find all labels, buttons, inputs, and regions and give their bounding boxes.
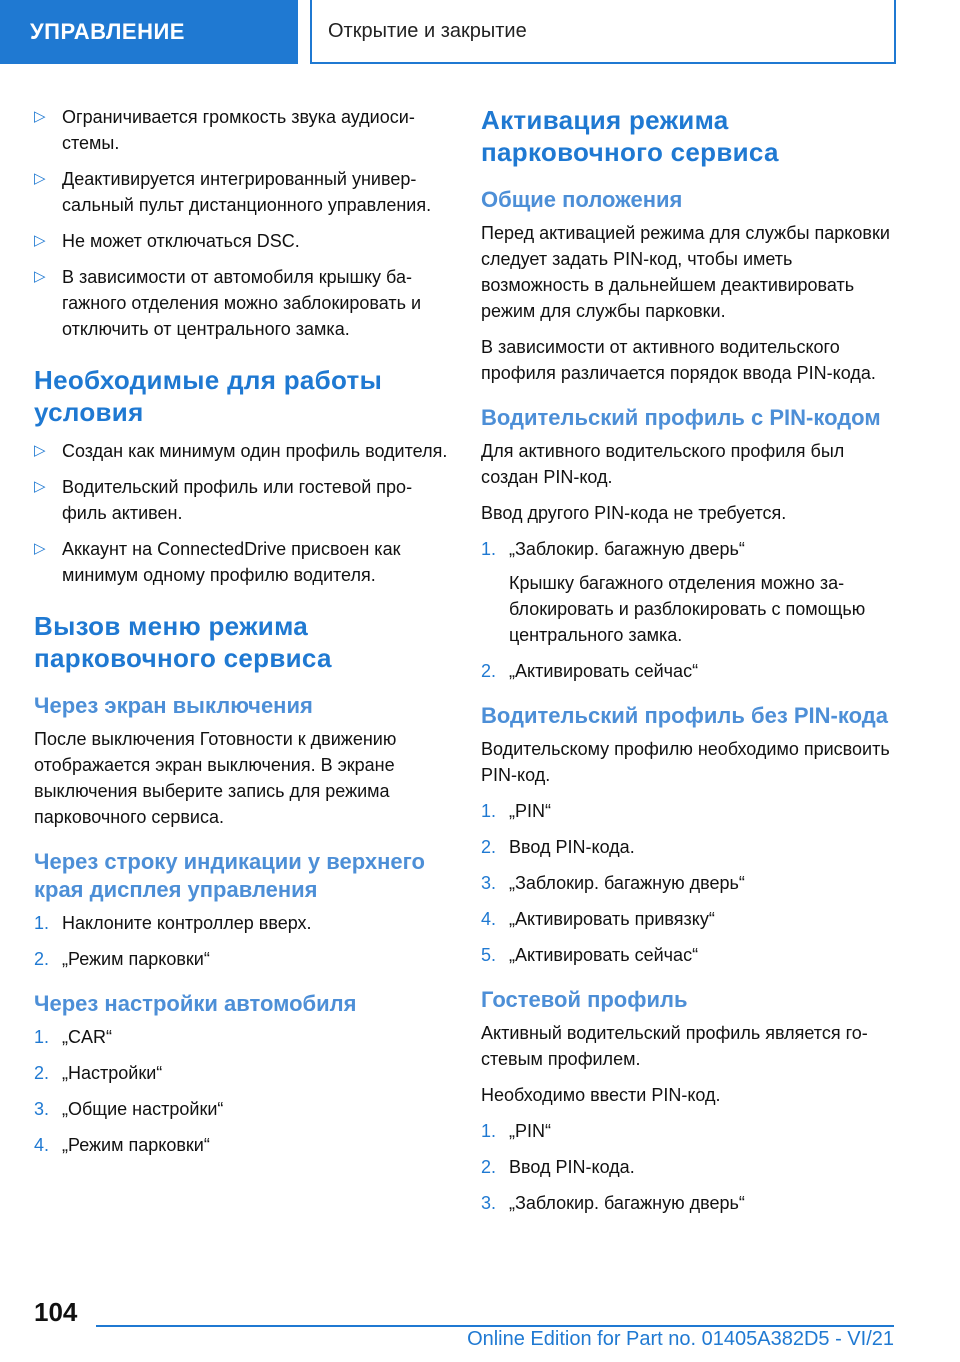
shutdown-screen-text: После выключения Готовности к движению отображается экран выключения. В экране выключения выберите запись для режима парковочного сервиса.: [34, 729, 397, 827]
edition-note: Online Edition for Part no. 01405A382D5 - VI/21: [467, 1328, 894, 1350]
vehicle-settings-heading: Через настройки автомобиля: [34, 991, 357, 1016]
step-number: 2.: [481, 837, 497, 857]
right-column: [481, 104, 901, 1226]
profile-with-pin-steps: [481, 536, 901, 684]
profile-with-pin-heading: Водительский профиль с PIN-кодом: [481, 405, 881, 430]
requirements-list: [34, 438, 450, 588]
step-item: 1. „Заблокир. багажную дверь“ Крышку багажного отделения можно заблокировать и разблокировать с помощью центрального замка.: [481, 536, 901, 648]
step-number: 3.: [481, 1193, 497, 1213]
step-note: Крышку багажного отделения можно заблокировать и разблокировать с помощью центрального замка.: [509, 573, 866, 645]
bullet-icon: ▷: [34, 170, 46, 187]
step-item: 2. „Активировать сейчас“: [481, 658, 901, 684]
general-text-2: В зависимости от активного водительского профиля различается порядок ввода PIN-кода.: [481, 337, 876, 383]
step-number: 1.: [34, 1027, 50, 1047]
step-item: 5. „Активировать сейчас“: [481, 942, 901, 968]
chapter-title: Открытие и закрытие: [328, 19, 527, 42]
guest-profile-steps: [481, 1118, 901, 1216]
status-bar-heading: Через строку индикации у верхнего края дисплея управления: [34, 849, 425, 902]
vehicle-settings-steps: [34, 1024, 450, 1158]
step-number: 1.: [34, 913, 50, 933]
profile-without-pin-steps: [481, 798, 901, 968]
step-number: 3.: [481, 873, 497, 893]
bullet-icon: ▷: [34, 232, 46, 249]
list-item: ▷ Не может отключаться DSC.: [34, 228, 450, 254]
step-number: 1.: [481, 539, 497, 559]
list-item: ▷ Ограничивается громкость звука аудиосистемы.: [34, 104, 450, 156]
activation-heading: Активация режима парковочного сервиса: [481, 105, 779, 167]
list-item: ▷ Деактивируется интегрированный универсальный пульт дистанционного управления.: [34, 166, 450, 218]
step-item: 1. Наклоните контроллер вверх.: [34, 910, 450, 936]
bullet-icon: ▷: [34, 268, 46, 285]
step-number: 2.: [34, 1063, 50, 1083]
section-tab: [0, 0, 298, 64]
step-number: 2.: [481, 661, 497, 681]
step-item: 4. „Режим парковки“: [34, 1132, 450, 1158]
step-number: 5.: [481, 945, 497, 965]
status-bar-steps: [34, 910, 450, 972]
guest-profile-text-1: Активный водительский профиль является гостевым профилем.: [481, 1023, 868, 1069]
step-item: 2. Ввод PIN-кода.: [481, 834, 901, 860]
general-text-1: Перед активацией режима для службы парковки следует задать PIN-код, чтобы иметь возможность в дальнейшем деактивировать режим для службы парковки.: [481, 223, 890, 321]
bullet-icon: ▷: [34, 478, 46, 495]
step-item: 1. „PIN“: [481, 798, 901, 824]
profile-without-pin-heading: Водительский профиль без PIN-кода: [481, 703, 888, 728]
list-item: ▷ В зависимости от автомобиля крышку багажного отделения можно заблокировать и отключить от центрального замка.: [34, 264, 450, 342]
bullet-icon: ▷: [34, 108, 46, 125]
list-item: ▷ Создан как минимум один профиль водителя.: [34, 438, 450, 464]
page-header: [310, 0, 896, 64]
step-number: 2.: [34, 949, 50, 969]
step-item: 2. „Режим парковки“: [34, 946, 450, 972]
list-item: ▷ Аккаунт на ConnectedDrive присвоен как минимум одному профилю водителя.: [34, 536, 450, 588]
effects-list: [34, 104, 450, 342]
step-item: 2. Ввод PIN-кода.: [481, 1154, 901, 1180]
step-number: 2.: [481, 1157, 497, 1177]
step-number: 3.: [34, 1099, 50, 1119]
section-label: УПРАВЛЕНИЕ: [30, 19, 185, 44]
page-number: 104: [34, 1297, 78, 1327]
step-item: 4. „Активировать привязку“: [481, 906, 901, 932]
step-item: 3. „Заблокир. багажную дверь“: [481, 1190, 901, 1216]
profile-with-pin-text-2: Ввод другого PIN-кода не требуется.: [481, 503, 787, 523]
profile-with-pin-text-1: Для активного водительского профиля был создан PIN-код.: [481, 441, 845, 487]
step-item: 2. „Настройки“: [34, 1060, 450, 1086]
general-heading: Общие положения: [481, 187, 683, 212]
bullet-icon: ▷: [34, 540, 46, 557]
step-item: 3. „Заблокир. багажную дверь“: [481, 870, 901, 896]
shutdown-screen-heading: Через экран выключения: [34, 693, 313, 718]
step-number: 4.: [481, 909, 497, 929]
step-number: 1.: [481, 1121, 497, 1141]
left-column: [34, 104, 450, 1168]
step-item: 1. „PIN“: [481, 1118, 901, 1144]
step-number: 4.: [34, 1135, 50, 1155]
list-item: ▷ Водительский профиль или гостевой профиль активен.: [34, 474, 450, 526]
step-number: 1.: [481, 801, 497, 821]
guest-profile-text-2: Необходимо ввести PIN-код.: [481, 1085, 721, 1105]
guest-profile-heading: Гостевой профиль: [481, 987, 688, 1012]
profile-without-pin-text: Водительскому профилю необходимо присвоить PIN-код.: [481, 739, 890, 785]
requirements-heading: Необходимые для работы условия: [34, 365, 383, 427]
step-item: 3. „Общие настройки“: [34, 1096, 450, 1122]
footer-divider: [96, 1325, 894, 1327]
menu-heading: Вызов меню режима парковочного сервиса: [34, 611, 332, 673]
step-item: 1. „CAR“: [34, 1024, 450, 1050]
bullet-icon: ▷: [34, 442, 46, 459]
